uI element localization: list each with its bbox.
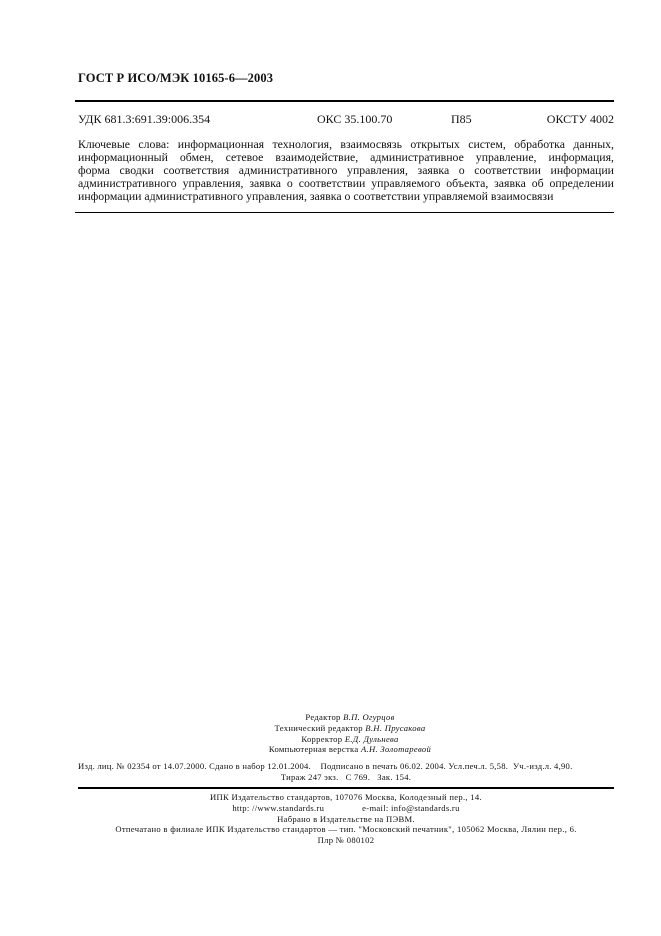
oks-code: ОКС 35.100.70	[317, 112, 393, 126]
credit-layout: Компьютерная верстка А.Н. Золотаревой	[268, 744, 432, 755]
top-divider	[75, 100, 614, 102]
credit-editor: Редактор В.П. Огурцов	[305, 712, 395, 722]
typeset-note: Набрано в Издательстве на ПЭВМ.	[277, 813, 415, 824]
license-number: Плр № 080102	[317, 835, 375, 846]
printed-note: Отпечатано в филиале ИПК Издательство стандартов — тип. "Московский печатник", 105062 Москва, Лялин пер., 6.	[115, 824, 577, 835]
keywords-divider	[75, 212, 614, 213]
website-link[interactable]: http: //www.standards.ru	[232, 802, 325, 813]
contacts-line	[78, 803, 614, 814]
classification-row	[78, 112, 614, 128]
imprint-divider	[78, 787, 614, 789]
credit-tech-editor: Технический редактор В.Н. Прусакова	[274, 722, 426, 733]
publication-line-1: Изд. лиц. № 02354 от 14.07.2000. Сдано в набор 12.01.2004. Подписано в печать 06.02. 2004. Усл.печ.л. 5,58. Уч.-изд.л. 4,90.	[78, 761, 573, 771]
credit-proofreader: Корректор Е.Д. Дульнева	[301, 733, 399, 744]
group-code: П85	[451, 112, 472, 126]
keywords-line: Ключевые слова: информационная технология, взаимосвязь открытых систем, обработка данных,	[78, 137, 614, 151]
keywords-line: информационный обмен, сетевое взаимодействие, административное управление, информация,	[78, 150, 614, 164]
keywords-line: форма сводки соответствия административного управления, заявка о соответствии информации	[78, 163, 614, 177]
publisher-address: ИПК Издательство стандартов, 107076 Москва, Колодезный пер., 14.	[210, 792, 482, 802]
okstu-code: ОКСТУ 4002	[546, 112, 614, 126]
udk-code: УДК 681.3:691.39:006.354	[78, 112, 211, 126]
publication-line-2: Тираж 247 экз. С 769. Зак. 154.	[280, 772, 412, 782]
keywords-line: информации административного управления, заявка о соответствии управляемой взаимосвязи	[78, 189, 554, 203]
publication-info	[78, 761, 614, 783]
document-title: ГОСТ Р ИСО/МЭК 10165-6—2003	[78, 71, 274, 85]
keywords-paragraph	[78, 138, 614, 203]
imprint-block	[78, 792, 614, 846]
credits-block	[200, 712, 500, 755]
keywords-line: административного управления, заявка о соответствии управляемого объекта, заявка об определении	[78, 176, 614, 190]
email-link[interactable]: e-mail: info@standards.ru	[362, 802, 460, 813]
